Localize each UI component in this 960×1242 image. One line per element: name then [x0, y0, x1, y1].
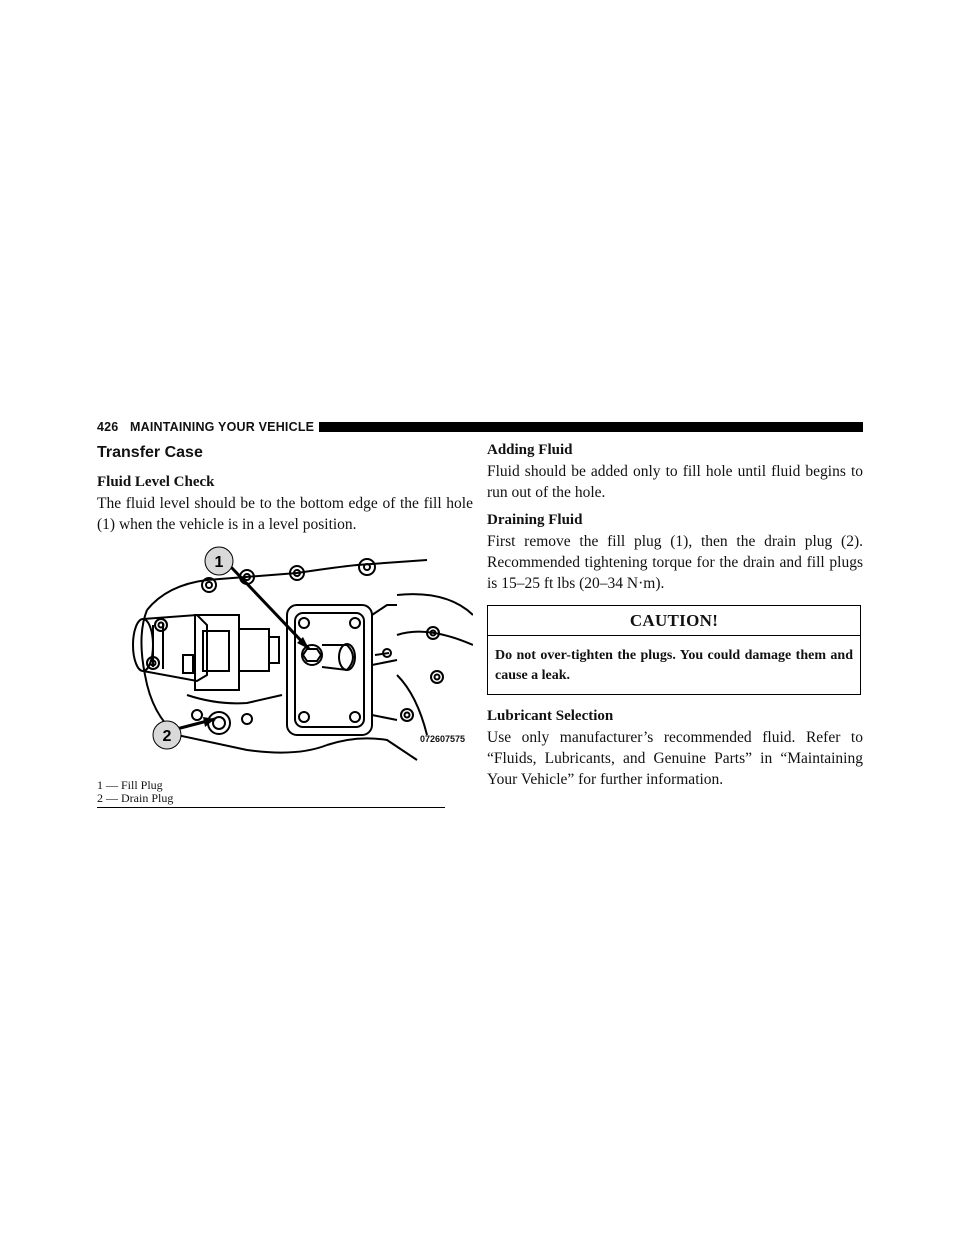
draining-fluid-heading: Draining Fluid [487, 512, 583, 528]
callout-2: 2 [162, 728, 172, 745]
figure-legend [97, 779, 473, 805]
draining-fluid-text: First remove the fill plug (1), then the drain plug (2). Recommended tightening torque for the drain and fill plugs is 15–25 ft lbs (20–34 N·m). [487, 533, 863, 592]
legend-item-fill-plug: 1 — Fill Plug [97, 778, 163, 792]
header-rule [319, 422, 863, 432]
section-title: Transfer Case [97, 444, 203, 461]
page-number: 426 [97, 420, 119, 434]
caution-box [487, 605, 861, 695]
caution-text: Do not over-tighten the plugs. You could damage them and cause a leak. [495, 648, 853, 683]
page-header [97, 419, 863, 435]
right-column [487, 441, 863, 790]
caution-title: CAUTION! [488, 606, 860, 636]
transfer-case-figure [97, 545, 473, 777]
legend-rule [97, 807, 445, 808]
legend-item-drain-plug: 2 — Drain Plug [97, 791, 174, 805]
lubricant-selection-heading: Lubricant Selection [487, 708, 614, 724]
lubricant-selection-text: Use only manufacturer’s recommended fluid. Refer to “Fluids, Lubricants, and Genuine Parts” in “Maintaining Your Vehicle” for further information. [487, 729, 863, 788]
left-column [97, 443, 473, 808]
fluid-level-check-heading: Fluid Level Check [97, 474, 215, 490]
adding-fluid-text: Fluid should be added only to fill hole until fluid begins to run out of the hole. [487, 463, 863, 501]
chapter-title: MAINTAINING YOUR VEHICLE [130, 420, 315, 434]
adding-fluid-heading: Adding Fluid [487, 442, 573, 458]
figure-code: 072607575 [419, 734, 465, 744]
fluid-level-check-text: The fluid level should be to the bottom edge of the fill hole (1) when the vehicle is in a level position. [97, 495, 473, 533]
transfer-case-illustration [97, 545, 473, 777]
callout-1: 1 [214, 554, 224, 571]
